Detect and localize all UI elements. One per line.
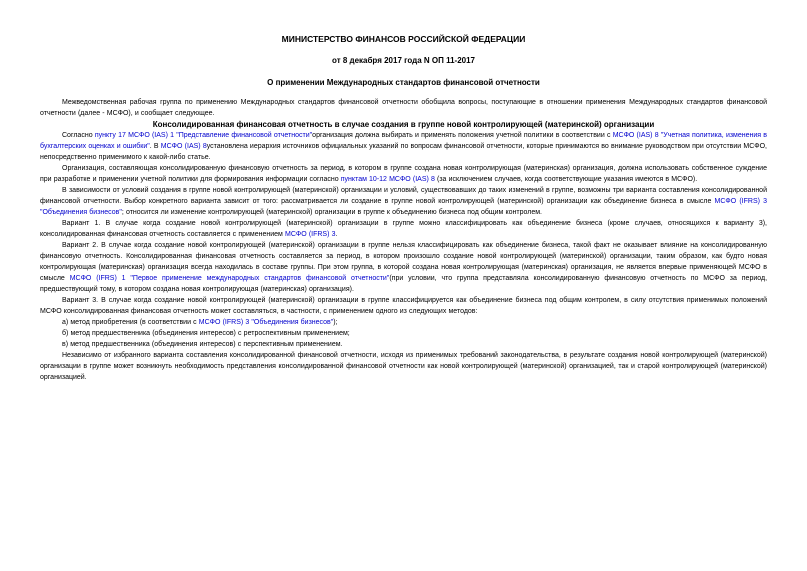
text-segment: (при условии, что группа представляла консолидированную финансовую отчетность по МСФО за период, предшествующий тому, в котором создана новая контролирующая (материнская) организация). — [40, 275, 768, 293]
standard-ref-link[interactable]: МСФО (IFRS) 1 "Первое применение международных стандартов финансовой отчетности" — [69, 275, 390, 282]
standard-ref-link[interactable]: пунктам 10-12 МСФО (IAS) 8 — [340, 176, 435, 183]
method-item-c — [40, 339, 767, 350]
standard-ref-link[interactable]: МСФО (IFRS) 3 — [285, 231, 336, 238]
text-segment: В зависимости от условий создания в группе новой контролирующей (материнской) организации и условий, существовавших до таких изменений в группе, возможны три варианта составления консолидированной финансовой отчетности. Выбор конкретного варианта зависит от того: рассматривается ли создание в группе новой контролирующей (материнской) организации как объединение бизнеса в смысле — [40, 187, 767, 205]
text-segment: а) метод приобретения (в соответствии с — [62, 319, 199, 326]
text-segment: Вариант 2. В случае когда создание новой контролирующей (материнской) организации в группе нельзя классифицировать как объединение бизнеса, такой факт не оказывает влияние на консолидированную финансовую отчетность. Консолидированная финансовая отчетность составляется за период, в котором произошло создание новой контролирующей (материнской) организации, таким образом, как будто новая контролирующая (материнская) организация всегда находилась в составе группы. При этом группа, в которой создана новая контролирующая (материнская) организация, не является впервые применяющей МСФО в смысле — [40, 242, 767, 282]
text-segment: ; относится ли изменение контролирующей (материнской) организации в группе к объединению бизнеса под общим контролем. — [121, 209, 542, 216]
text-segment: Организация, составляющая консолидированную финансовую отчетность за период, в котором в группе создана новая контролирующая (материнская) организация, должна использовать собственное суждение при разработке и применении учетной политики для формирования информации согласно — [40, 165, 767, 183]
paragraph-variant-1 — [40, 218, 767, 240]
intro-paragraph: Межведомственная рабочая группа по применению Международных стандартов финансовой отчетности обобщила вопросы, поступающие в отношении применения Международных стандартов финансовой отчетности (далее - МСФО), и сообщает следующее. — [40, 99, 767, 117]
text-segment: . — [335, 231, 338, 238]
document-date-number: от 8 декабря 2017 года N ОП 11-2017 — [332, 56, 475, 65]
standard-ref-link[interactable]: МСФО (IFRS) 3 "Объединения бизнесов" — [198, 319, 334, 326]
method-item-b — [40, 328, 767, 339]
text-segment: б) метод предшественника (объединения интересов) с ретроспективным применением; — [62, 330, 350, 337]
paragraph-conclusion — [40, 350, 767, 383]
text-segment: организация должна выбирать и применять положения учетной политики в соответствии с — [312, 132, 613, 139]
text-segment: Независимо от избранного варианта составления консолидированной финансовой отчетности, исходя из применимых требований законодательства, в результате создания новой контролирующей (материнской) организации в группе может возникнуть необходимость представления консолидированной финансовой отчетности как новой контролирующей (материнской) организацией, так и старой контролирующей (материнской) организацией. — [40, 352, 767, 381]
section-heading: Консолидированная финансовая отчетность в случае создания в группе новой контролирующей (материнской) организации — [152, 120, 655, 129]
standard-ref-link[interactable]: МСФО (IFRS) 3 "Объединения бизнесов" — [40, 198, 767, 216]
document-title: МИНИСТЕРСТВО ФИНАНСОВ РОССИЙСКОЙ ФЕДЕРАЦИИ — [281, 34, 526, 44]
text-segment: в) метод предшественника (объединения интересов) с перспективным применением. — [62, 341, 343, 348]
paragraph-variant-3 — [40, 295, 767, 317]
standard-ref-link[interactable]: пункту 17 МСФО (IAS) 1 "Представление финансовой отчетности" — [94, 132, 313, 139]
paragraph-three-variants — [40, 185, 767, 218]
text-segment: (за исключением случаев, когда соответствующие указания имеются в МСФО). — [434, 176, 698, 183]
text-segment: Вариант 1. В случае когда создание новой контролирующей (материнской) организации в группе можно классифицировать как объединение бизнеса (кроме случаев, относящихся к варианту 3), консолидированная финансовая отчетность составляется с применением — [40, 220, 767, 238]
paragraph-own-judgement — [40, 163, 767, 185]
text-segment: Вариант 3. В случае когда создание новой контролирующей (материнской) организации в группе классифицируется как объединение бизнеса под общим контролем, в силу отсутствия применимых положений МСФО консолидированная финансовая отчетность может составляться, в частности, с применением одного из следующих методов: — [40, 297, 767, 315]
text-segment: ); — [333, 319, 338, 326]
text-segment: . В — [149, 143, 161, 150]
standard-ref-link[interactable]: МСФО (IAS) 8 "Учетная политика, изменения в бухгалтерских оценках и ошибки" — [40, 132, 768, 150]
paragraph-variant-2 — [40, 240, 767, 295]
text-segment: Согласно — [62, 132, 95, 139]
text-segment: установлена иерархия источников официальных указаний по вопросам финансовой отчетности, которые принимаются во внимание руководством при отсутствии МСФО, непосредственно применимого к какой-либо статье. — [40, 143, 768, 161]
paragraph-accounting-policy — [40, 130, 767, 163]
method-item-a — [40, 317, 767, 328]
document-subject: О применении Международных стандартов финансовой отчетности — [267, 78, 540, 87]
standard-ref-link[interactable]: МСФО (IAS) 8 — [160, 143, 207, 150]
